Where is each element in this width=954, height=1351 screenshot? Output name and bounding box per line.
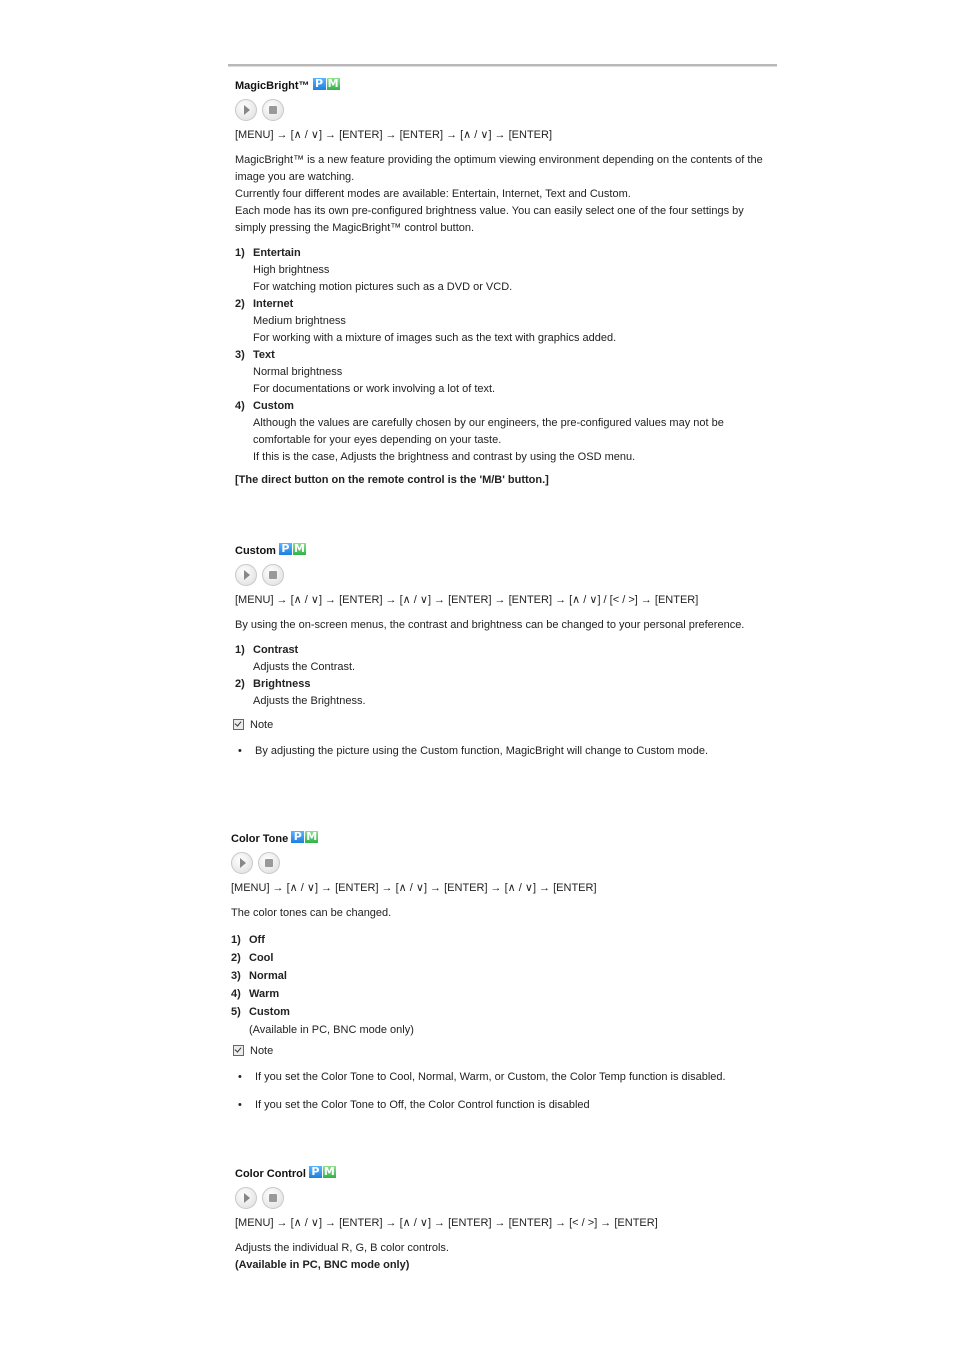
list-item: 2) Internet Medium brightness For working with a mixture of images such as the text with graphics added. <box>235 298 617 344</box>
section-custom <box>235 541 765 760</box>
paragraph: Currently four different modes are available: Entertain, Internet, Text and Custom. <box>235 188 631 200</box>
pm-mode-icon: P M <box>291 831 318 843</box>
note-icon <box>233 719 244 730</box>
section-magicbright <box>235 76 765 489</box>
setting-list <box>235 642 765 710</box>
stop-icon[interactable] <box>262 564 284 586</box>
item-label: Text <box>253 349 275 361</box>
list-item: 2) Cool <box>231 952 274 964</box>
section-title <box>235 541 765 557</box>
note-header <box>233 716 765 733</box>
bullet-item: • If you set the Color Tone to Off, the Color Control function is disabled <box>238 1099 590 1111</box>
item-label: Internet <box>253 298 294 310</box>
tone-list <box>231 931 765 1039</box>
section-color-tone <box>231 829 765 1114</box>
remote-note: [The direct button on the remote control is the 'M/B' button.] <box>235 474 549 486</box>
list-item: 1) Contrast Adjusts the Contrast. <box>235 644 356 673</box>
menu-path: [MENU] → [∧ / ∨] → [ENTER] → [ENTER] → [∧ / ∨] → [ENTER] <box>235 129 553 141</box>
custom-title: Custom <box>235 545 276 557</box>
stop-icon[interactable] <box>262 1187 284 1209</box>
magicbright-title: MagicBright™ <box>235 80 310 92</box>
play-stop-controls <box>231 852 765 874</box>
note-icon <box>233 1045 244 1056</box>
section-color-control <box>235 1164 765 1274</box>
note-label: Note <box>250 1044 274 1057</box>
item-label: Brightness <box>253 678 311 690</box>
bullet-item: • If you set the Color Tone to Cool, Normal, Warm, or Custom, the Color Temp function is disabled. <box>238 1071 726 1083</box>
pm-mode-icon: P M <box>313 78 340 90</box>
section-title <box>231 829 765 845</box>
menu-path: [MENU] → [∧ / ∨] → [ENTER] → [∧ / ∨] → [ENTER] → [ENTER] → [< / >] → [ENTER] <box>235 1217 658 1229</box>
item-label: Custom <box>253 400 294 412</box>
menu-path: [MENU] → [∧ / ∨] → [ENTER] → [∧ / ∨] → [ENTER] → [∧ / ∨] → [ENTER] <box>231 882 597 894</box>
color-control-title: Color Control <box>235 1168 306 1180</box>
description: The color tones can be changed. <box>231 907 392 919</box>
paragraph: MagicBright™ is a new feature providing the optimum viewing environment depending on the contents of the image you are watching. <box>235 154 763 183</box>
play-icon[interactable] <box>235 1187 257 1209</box>
play-icon[interactable] <box>235 564 257 586</box>
note-header <box>233 1042 765 1059</box>
stop-icon[interactable] <box>262 99 284 121</box>
play-stop-controls <box>235 1187 765 1209</box>
list-item: 1) Entertain High brightness For watching motion pictures such as a DVD or VCD. <box>235 247 513 293</box>
paragraph: Each mode has its own pre-configured brightness value. You can easily select one of the four settings by simply pressing the MagicBright™ control button. <box>235 205 744 234</box>
list-item: 3) Text Normal brightness For documentations or work involving a lot of text. <box>235 349 496 395</box>
stop-icon[interactable] <box>258 852 280 874</box>
mode-list <box>235 245 765 466</box>
section-title <box>235 1164 765 1180</box>
top-divider <box>228 64 777 67</box>
description: By using the on-screen menus, the contrast and brightness can be changed to your personal preference. <box>235 619 745 631</box>
list-item: 1) Off <box>231 934 265 946</box>
list-item: 2) Brightness Adjusts the Brightness. <box>235 678 366 707</box>
play-stop-controls <box>235 564 765 586</box>
description: Adjusts the individual R, G, B color controls. <box>235 1242 449 1254</box>
list-item: 5) Custom <box>231 1006 290 1018</box>
play-icon[interactable] <box>235 99 257 121</box>
availability-note: (Available in PC, BNC mode only) <box>235 1259 410 1271</box>
list-item: 4) Custom Although the values are carefully chosen by our engineers, the pre-configured values may not be comfortable for your eyes depending on your taste. If this is the case, Adjusts the brightness and contrast by using the OSD menu. <box>235 400 724 463</box>
menu-path: [MENU] → [∧ / ∨] → [ENTER] → [∧ / ∨] → [ENTER] → [ENTER] → [∧ / ∨] / [< / >] → [ENTER] <box>235 594 699 606</box>
description <box>235 152 765 237</box>
availability-note: (Available in PC, BNC mode only) <box>249 1024 414 1036</box>
list-item: 4) Warm <box>231 988 280 1000</box>
play-icon[interactable] <box>231 852 253 874</box>
list-item: 3) Normal <box>231 970 287 982</box>
color-tone-title: Color Tone <box>231 833 289 845</box>
note-label: Note <box>250 718 274 731</box>
item-label: Entertain <box>253 247 301 259</box>
bullet-item: • By adjusting the picture using the Custom function, MagicBright will change to Custom mode. <box>238 745 709 757</box>
item-label: Contrast <box>253 644 299 656</box>
play-stop-controls <box>235 99 765 121</box>
pm-mode-icon: P M <box>309 1166 336 1178</box>
section-title <box>235 76 765 92</box>
pm-mode-icon: P M <box>279 543 306 555</box>
